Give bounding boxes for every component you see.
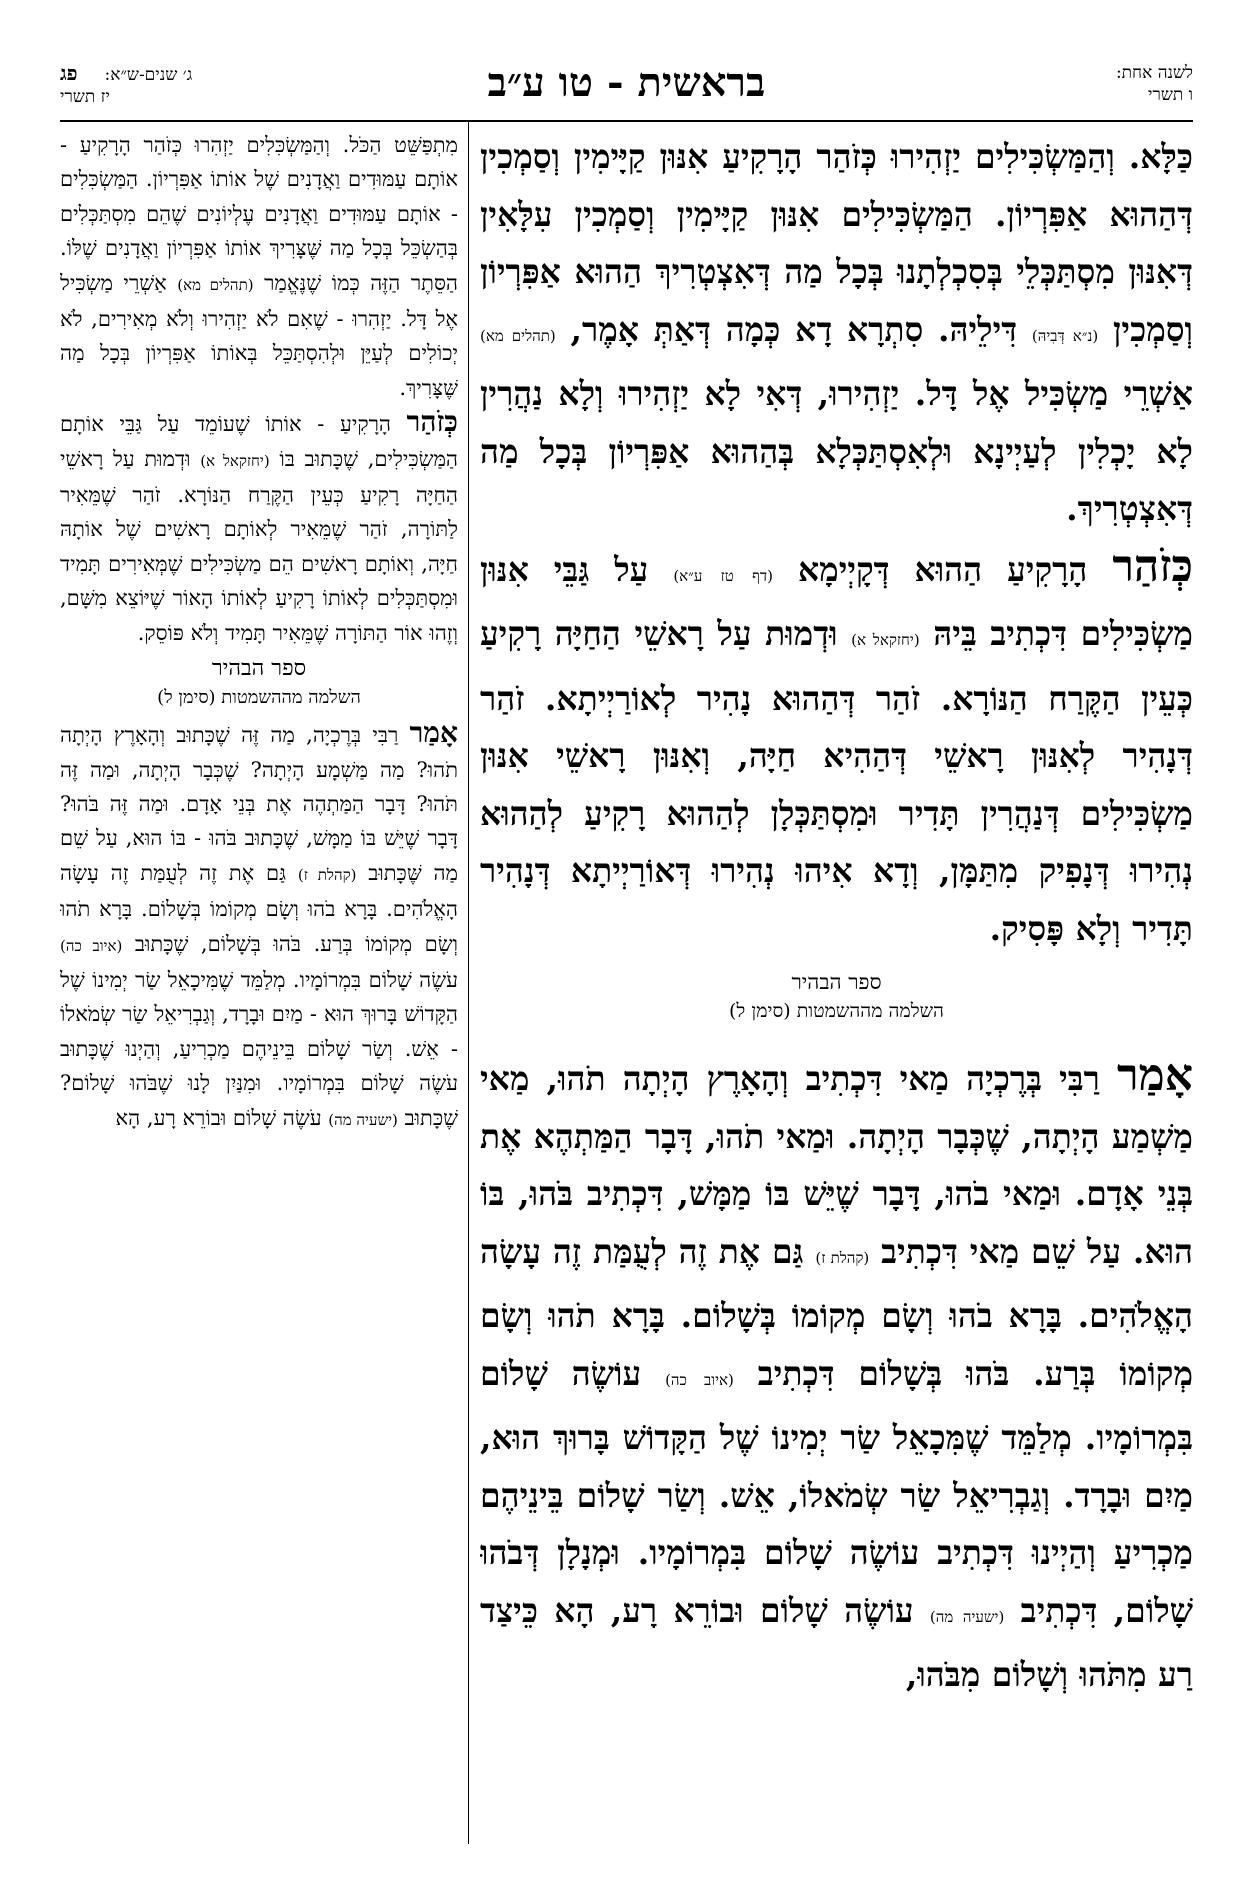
column-divider bbox=[468, 122, 469, 1844]
side-paragraph-3: אָמַר רַבִּי בְּרֶכְיָה, מַה זֶּה שֶׁכָּתוּב וְהָאָרֶץ הָיְתָה תֹהוּ? מַה מַּשְׁמָע הָיְתָה? שֶׁכְּבָר הָיְתָה, וּמַה זֶּה תֹּהוּ? דָּבָר הַמַּתְהֶה אֶת בְּנֵי אָדָם. וּמַה זֶּה בֹּהוּ? דָּבָר שֶׁיֵּשׁ בּוֹ מַמָּשׁ, שֶׁכָּתוּב בֹּהוּ - בּוֹ הוּא, עַל שֵׁם מַה שֶּׁכָּתוּב (קהלת ז) גַּם אֶת זֶה לְעֻמַּת זֶה עָשָׂה הָאֱלֹהִים. בָּרָא בֹהוּ וְשָׂם מְקוֹמוֹ בְּשָׁלוֹם. בָּרָא תֹהוּ וְשָׂם מְקוֹמוֹ בְּרַע. בֹּהוּ בְּשָׁלוֹם, שֶׁכָּתוּב (איוב כה) עֹשֶׂה שָׁלוֹם בִּמְרוֹמָיו. מְלַמֵּד שֶׁמִּיכָאֵל שַׂר יְמִינוֹ שֶׁל הַקָּדוֹשׁ בָּרוּךְ הוּא - מַיִם וּבָרָד, וְגַבְרִיאֵל שַׂר שְׂמֹאלוֹ - אֵשׁ. וְשַׂר שָׁלוֹם בֵּינֵיהֶם מַכְרִיעַ, וְהַיְנוּ שֶׁכָּתוּב עֹשֶׂה שָׁלוֹם בִּמְרוֹמָיו. וּמִנַּיִן לָנוּ שֶׁבֹּהוּ שָׁלוֹם? שֶׁכָּתוּב (ישעיה מה) עֹשֶׂה שָׁלוֹם וּבוֹרֵא רָע, הָא bbox=[60, 716, 458, 1130]
source-note: (קהלת ז) bbox=[815, 1248, 870, 1267]
source-note: (יחזקאל א) bbox=[200, 451, 270, 470]
opening-word: אָמַר bbox=[1117, 1050, 1193, 1101]
source-note: (איוב כה) bbox=[60, 936, 123, 955]
main-line-1: לשנה אחת: bbox=[1115, 63, 1193, 83]
source-note: (קהלת ז) bbox=[297, 865, 357, 884]
opening-word: אָמַר bbox=[409, 716, 458, 750]
source-note: (תהלים מא) bbox=[480, 326, 556, 345]
source-note: (נ״א דְּבִיהּ) bbox=[1031, 326, 1099, 345]
side-line-1: ג׳ שנים-ש״א: bbox=[104, 65, 193, 85]
side-paragraph-1: מִתְפַּשֵּׁט הַכֹּל. וְהַמַּשְׂכִּלִים יַזְהִרוּ כְּזֹהַר הָרָקִיעַ - אוֹתָם עַמּוּדִים וַאֲדָנִים שֶׁל אוֹתוֹ אַפִּרְיוֹן. הַמַּשְׂכִּלִים - אוֹתָם עַמּוּדִים וַאֲדָנִים עֶלְיוֹנִים שֶׁהֵם מִסְתַּכְּלִים בְּהַשְׂכֵּל בְּכָל מַה שֶּׁצָּרִיךְ אוֹתוֹ אַפִּרְיוֹן וַאֲדָנִים שֶׁלּוֹ. הַסֵּתֶר הַזֶּה כְּמוֹ שֶׁנֶּאֱמַר (תהלים מא) אַשְׁרֵי מַשְׂכִּיל אֶל דָּל. יַזְהִרוּ - שֶׁאִם לֹא יַזְהִירוּ וְלֹא מְאִירִים, לֹא יְכוֹלִים לְעַיֵּן וּלְהִסְתַּכֵּל בְּאוֹתוֹ אַפִּרְיוֹן בְּכָל מַה שֶּׁצָּרִיךְ. bbox=[60, 133, 458, 400]
source-note: (איוב כה) bbox=[665, 1370, 734, 1389]
source-note: (יחזקאל א) bbox=[851, 631, 920, 649]
section-subtitle: השלמה מההשמטות (סימן ל) bbox=[729, 1000, 944, 1022]
main-line-2: ו תשרי bbox=[1148, 85, 1193, 105]
opening-word: כְּזֹהַר bbox=[1112, 540, 1193, 592]
section-title: ספר הבהיר bbox=[211, 656, 307, 682]
side-line-2: יז תשרי bbox=[60, 87, 110, 107]
page-number: פג bbox=[60, 61, 78, 85]
header-main-info bbox=[1116, 62, 1193, 106]
source-note: (ישעיה מה) bbox=[929, 1607, 1005, 1626]
page-title: בראשית - טו ע״ב bbox=[487, 59, 766, 106]
section-subtitle: השלמה מההשמטות (סימן ל) bbox=[157, 687, 361, 709]
section-title: ספר הבהיר bbox=[791, 970, 882, 994]
main-column bbox=[480, 128, 1193, 1838]
main-paragraph-2: כְּזֹהַר הָרָקִיעַ הַהוּא דְּקָיְימָא (דף טז ע״א) עַל גַּבֵּי אִנּוּן מַשְׂכִּילִים דִּכְתִיב בֵּיהּ (יחזקאל א) וּדְמוּת עַל רָאשֵׁי הַחַיָּה רָקִיעַ כְּעֵין הַקֶּרַח הַנּוֹרָא. זֹהַר דְּהַהוּא נָהִיר לְאוֹרַיְיתָא. זֹהַר דְּנָהִיר לְאִנּוּן רָאשֵׁי דְּהַהִיא חַיָּה, וְאִנּוּן רָאשֵׁי אִנּוּן מַשְׂכִּילִים דְּנַהֲרִין תָּדִיר וּמִסְתַּכְּלָן לְהַהוּא רָקִיעַ לְהַהוּא נְהִירוּ דְּנָפִיק מִתַּמָּן, וְדָא אִיהוּ נְהִירוּ דְּאוֹרַיְיתָא דְּנָהִיר תָּדִיר וְלָא פָּסִיק. bbox=[480, 540, 1193, 948]
source-note: (ישעיה מה) bbox=[328, 1110, 398, 1129]
main-paragraph-3: אָמַר רַבִּי בְּרֶכְיָה מַאי דִּכְתִיב וְהָאָרֶץ הָיְתָה תֹהוּ, מַאי מַשְׁמַע הָיְתָה, שֶׁכְּבָר הָיְתָה. וּמַאי תֹהוּ, דָּבָר הַמַּתְהֶא אֶת בְּנֵי אָדָם. וּמַאי בֹהוּ, דָּבָר שֶׁיֵּשׁ בּוֹ מַמָּשׁ, דִּכְתִיב בֹּהוּ, בּוֹ הוּא. עַל שֵׁם מַאי דִּכְתִיב (קהלת ז) גַּם אֶת זֶה לְעֻמַּת זֶה עָשָׂה הָאֱלֹהִים. בָּרָא בֹהוּ וְשָׂם מְקוֹמוֹ בְּשָׁלוֹם. בָּרָא תֹהוּ וְשָׂם מְקוֹמוֹ בְּרַע. בֹּהוּ בְּשָׁלוֹם דִּכְתִיב (איוב כה) עוֹשֶׂה שָׁלוֹם בִּמְרוֹמָיו. מְלַמֵּד שֶׁמִּכָאֵל שַׂר יְמִינוֹ שֶׁל הַקָּדוֹשׁ בָּרוּךְ הוּא, מַיִם וּבָרָד. וְגַבְרִיאֵל שַׂר שְׂמֹאלוֹ, אֵשׁ. וְשַׂר שָׁלוֹם בֵּינֵיהֶם מַכְרִיעַ וְהַיְינוּ דִּכְתִיב עוֹשֶׂה שָׁלוֹם בִּמְרוֹמָיו. וּמְנָלָן דְּבֹהוּ שָׁלוֹם, דִּכְתִיב (ישעיה מה) עוֹשֶׂה שָׁלוֹם וּבוֹרֵא רָע, הָא כֵּיצַד רַע מִתֹּהוּ וְשָׁלוֹם מִבֹּהוּ, bbox=[480, 1050, 1193, 1694]
main-paragraph-1: כַּלָּא. וְהַמַּשְׂכִּילִים יַזְהִירוּ כְּזֹהַר הָרָקִיעַ אִנּוּן קַיָּימִין וְסַמְכִין דְּהַהוּא אַפִּרְיוֹן. הַמַּשְׂכִּילִים אִנּוּן קַיָּימִין וְסַמְכִין עִלָּאִין דְּאִנּוּן מִסְתַּכְּלֵי בְּסִכְלְתָנוּ בְּכָל מַה דְּאִצְטְרִיךְ הַהוּא אַפִּרְיוֹן וְסַמְכִין (נ״א דְּבִיהּ) דִּילֵיהּ. סִתְרָא דָא כְּמָה דְּאַתְּ אָמֶר, (תהלים מא) אַשְׁרֵי מַשְׂכִּיל אֶל דָּל. יַזְהִירוּ, דְּאִי לָא יַזְהִירוּ וְלָא נַהֲרִין לָא יָכְלִין לְעַיְינָא וּלְאִסְתַּכְּלָא בְּהַהוּא אַפִּרְיוֹן בְּכָל מַה דְּאִצְטְרִיךְ. bbox=[480, 137, 1193, 528]
source-note: (תהלים מא) bbox=[177, 275, 254, 294]
source-note: (דף טז ע״א) bbox=[673, 566, 773, 585]
header-rule bbox=[60, 120, 1193, 122]
page-header bbox=[60, 58, 1193, 118]
opening-word: כְּזֹהַר bbox=[406, 405, 458, 439]
side-paragraph-2: כְּזֹהַר הָרָקִיעַ - אוֹתוֹ שֶׁעוֹמֵד עַל גַּבֵּי אוֹתָם הַמַּשְׂכִּילִים, שֶׁכָּתוּב בּוֹ (יחזקאל א) וּדְמוּת עַל רָאשֵׁי הַחַיָּה רָקִיעַ כְּעֵין הַקֶּרַח הַנּוֹרָא. זֹהַר שֶׁמֵּאִיר לַתּוֹרָה, זֹהַר שֶׁמֵּאִיר לְאוֹתָם רָאשִׁים שֶׁל אוֹתָהּ חַיָּה, וְאוֹתָם רָאשִׁים הֵם מַשְׂכִּילִים שֶׁמְּאִירִים תָּמִיד וּמִסְתַּכְּלִים לְאוֹתוֹ רָקִיעַ לְאוֹתוֹ הָאוֹר שֶׁיּוֹצֵא מִשָּׁם, וְזֶהוּ אוֹר הַתּוֹרָה שֶׁמֵּאִיר תָּמִיד וְלֹא פּוֹסֵק. bbox=[60, 405, 458, 645]
translation-column bbox=[60, 128, 458, 1838]
